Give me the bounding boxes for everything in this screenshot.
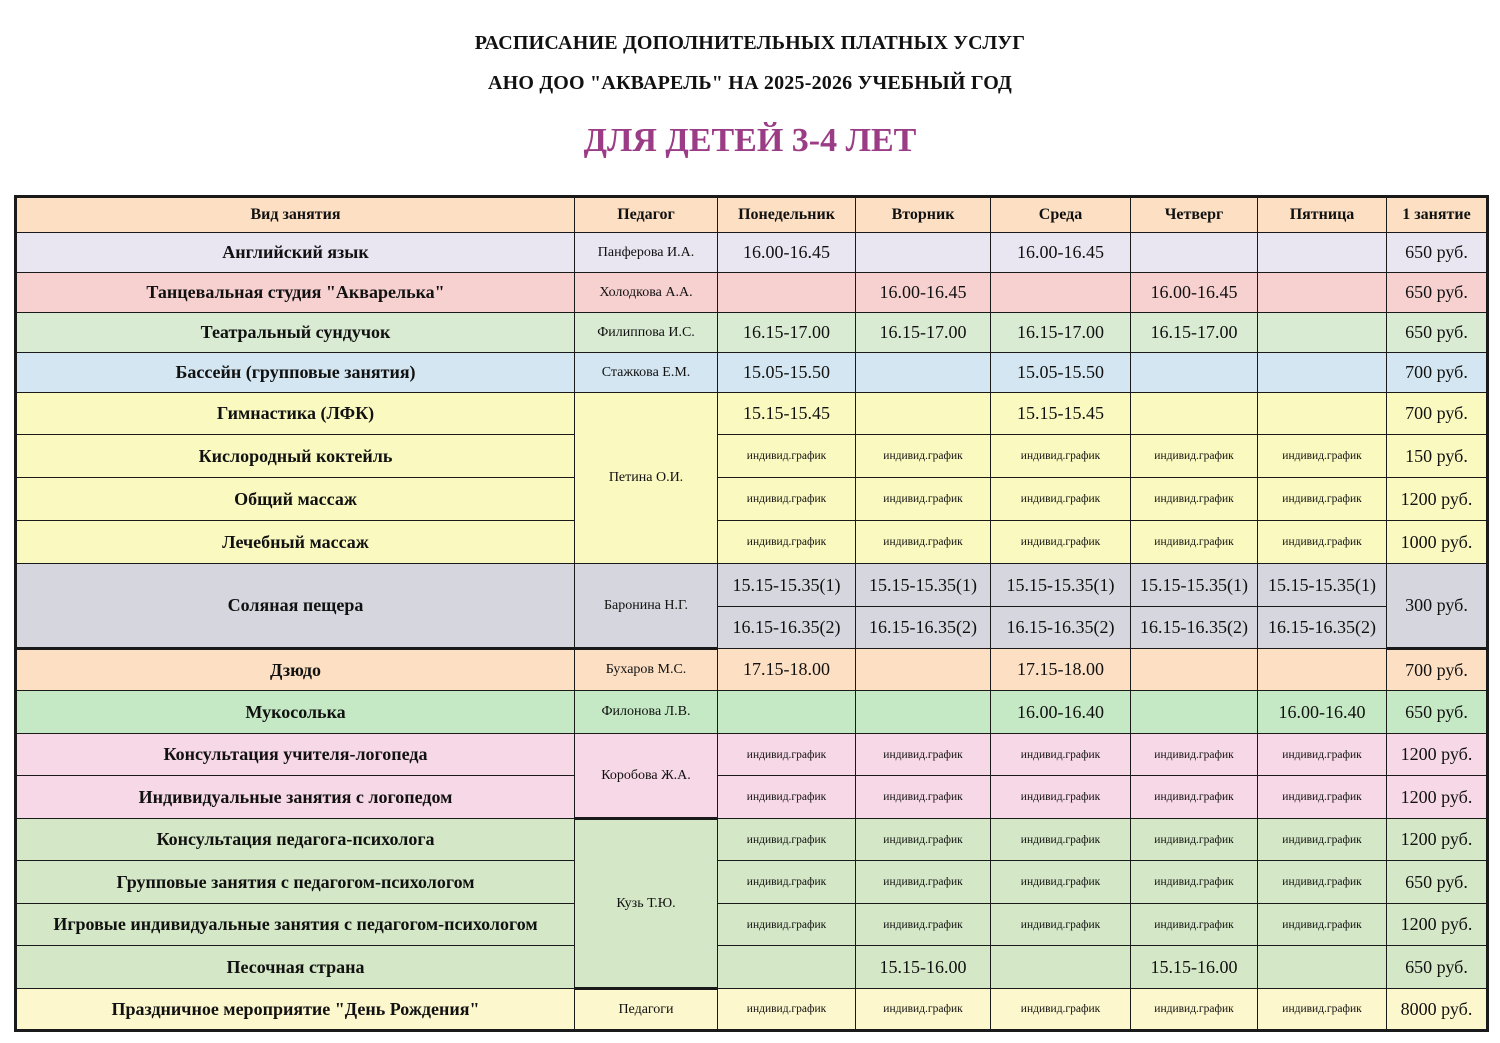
wednesday-cell: 16.00-16.45	[991, 233, 1131, 273]
price-cell: 300 руб.	[1387, 564, 1488, 649]
friday-cell: индивид.график	[1258, 478, 1387, 521]
activity-name: Дзюдо	[16, 649, 575, 691]
activity-name: Индивидуальные занятия с логопедом	[16, 776, 575, 819]
monday-cell: индивид.график	[718, 776, 856, 819]
wednesday-cell: 15.15-15.35(1)	[991, 564, 1131, 607]
thursday-cell	[1131, 353, 1258, 393]
document-title-line-1: РАСПИСАНИЕ ДОПОЛНИТЕЛЬНЫХ ПЛАТНЫХ УСЛУГ	[474, 32, 1026, 54]
thursday-cell	[1131, 393, 1258, 435]
activity-name: Английский язык	[16, 233, 575, 273]
thursday-cell: индивид.график	[1131, 521, 1258, 564]
price-cell: 650 руб.	[1387, 946, 1488, 989]
friday-cell: индивид.график	[1258, 861, 1387, 904]
wednesday-cell: индивид.график	[991, 776, 1131, 819]
table-row	[16, 521, 1488, 564]
thursday-cell	[1131, 649, 1258, 691]
table-header-row	[16, 197, 1488, 233]
friday-cell: 15.15-15.35(1)	[1258, 564, 1387, 607]
teacher-name: Панферова И.А.	[575, 233, 718, 273]
tuesday-cell: индивид.график	[856, 819, 991, 861]
teacher-name: Филонова Л.В.	[575, 691, 718, 734]
price-cell: 650 руб.	[1387, 861, 1488, 904]
column-header-thursday: Четверг	[1131, 197, 1258, 233]
monday-cell: 16.00-16.45	[718, 233, 856, 273]
price-cell: 150 руб.	[1387, 435, 1488, 478]
wednesday-cell: индивид.график	[991, 989, 1131, 1031]
column-header-wednesday: Среда	[991, 197, 1131, 233]
friday-cell	[1258, 273, 1387, 313]
column-header-monday: Понедельник	[718, 197, 856, 233]
monday-cell: индивид.график	[718, 478, 856, 521]
monday-cell: 16.15-17.00	[718, 313, 856, 353]
tuesday-cell: индивид.график	[856, 478, 991, 521]
price-cell: 700 руб.	[1387, 353, 1488, 393]
wednesday-cell: индивид.график	[991, 521, 1131, 564]
monday-cell: 17.15-18.00	[718, 649, 856, 691]
price-cell: 1200 руб.	[1387, 904, 1488, 946]
activity-name: Кислородный коктейль	[16, 435, 575, 478]
wednesday-cell: индивид.график	[991, 819, 1131, 861]
friday-cell: 16.00-16.40	[1258, 691, 1387, 734]
thursday-cell	[1131, 691, 1258, 734]
friday-cell: индивид.график	[1258, 904, 1387, 946]
friday-cell: индивид.график	[1258, 435, 1387, 478]
wednesday-cell: индивид.график	[991, 904, 1131, 946]
activity-name: Театральный сундучок	[16, 313, 575, 353]
table-row	[16, 478, 1488, 521]
thursday-cell: индивид.график	[1131, 478, 1258, 521]
activity-name: Групповые занятия с педагогом-психологом	[16, 861, 575, 904]
tuesday-cell: 15.15-15.35(1)	[856, 564, 991, 607]
thursday-cell: 16.00-16.45	[1131, 273, 1258, 313]
monday-cell	[718, 946, 856, 989]
activity-name: Игровые индивидуальные занятия с педагогом-психологом	[16, 904, 575, 946]
tuesday-cell	[856, 691, 991, 734]
price-cell: 700 руб.	[1387, 393, 1488, 435]
monday-cell: индивид.график	[718, 989, 856, 1031]
table-row	[16, 353, 1488, 393]
tuesday-cell: индивид.график	[856, 734, 991, 776]
thursday-cell	[1131, 233, 1258, 273]
monday-cell	[718, 691, 856, 734]
activity-name: Праздничное мероприятие "День Рождения"	[16, 989, 575, 1031]
friday-cell: индивид.график	[1258, 819, 1387, 861]
teacher-name: Стажкова Е.М.	[575, 353, 718, 393]
friday-cell: 16.15-16.35(2)	[1258, 607, 1387, 649]
wednesday-cell: 16.15-17.00	[991, 313, 1131, 353]
price-cell: 1200 руб.	[1387, 734, 1488, 776]
price-cell: 650 руб.	[1387, 273, 1488, 313]
friday-cell	[1258, 393, 1387, 435]
tuesday-cell: индивид.график	[856, 776, 991, 819]
thursday-cell: индивид.график	[1131, 734, 1258, 776]
tuesday-cell	[856, 353, 991, 393]
wednesday-cell: индивид.график	[991, 435, 1131, 478]
activity-name: Консультация учителя-логопеда	[16, 734, 575, 776]
tuesday-cell: индивид.график	[856, 435, 991, 478]
friday-cell: индивид.график	[1258, 776, 1387, 819]
price-cell: 700 руб.	[1387, 649, 1488, 691]
teacher-name: Кузь Т.Ю.	[575, 819, 718, 989]
thursday-cell: 15.15-15.35(1)	[1131, 564, 1258, 607]
table-row	[16, 435, 1488, 478]
teacher-name: Бухаров М.С.	[575, 649, 718, 691]
tuesday-cell	[856, 649, 991, 691]
friday-cell: индивид.график	[1258, 734, 1387, 776]
activity-name: Гимнастика (ЛФК)	[16, 393, 575, 435]
price-cell: 650 руб.	[1387, 233, 1488, 273]
monday-cell: индивид.график	[718, 819, 856, 861]
tuesday-cell: 16.00-16.45	[856, 273, 991, 313]
tuesday-cell: 16.15-16.35(2)	[856, 607, 991, 649]
teacher-name: Филиппова И.С.	[575, 313, 718, 353]
activity-name: Консультация педагога-психолога	[16, 819, 575, 861]
friday-cell: индивид.график	[1258, 989, 1387, 1031]
tuesday-cell	[856, 233, 991, 273]
table-row	[16, 989, 1488, 1031]
wednesday-cell: 15.05-15.50	[991, 353, 1131, 393]
wednesday-cell: 16.00-16.40	[991, 691, 1131, 734]
tuesday-cell: индивид.график	[856, 861, 991, 904]
friday-cell	[1258, 313, 1387, 353]
table-row	[16, 273, 1488, 313]
table-row	[16, 393, 1488, 435]
column-header-friday: Пятница	[1258, 197, 1387, 233]
wednesday-cell: 17.15-18.00	[991, 649, 1131, 691]
table-row	[16, 776, 1488, 819]
monday-cell: индивид.график	[718, 734, 856, 776]
friday-cell	[1258, 946, 1387, 989]
table-row	[16, 861, 1488, 904]
schedule-table	[14, 195, 1489, 1032]
monday-cell: 16.15-16.35(2)	[718, 607, 856, 649]
monday-cell: индивид.график	[718, 435, 856, 478]
column-header-price: 1 занятие	[1387, 197, 1488, 233]
column-header-tuesday: Вторник	[856, 197, 991, 233]
activity-name: Песочная страна	[16, 946, 575, 989]
tuesday-cell: 16.15-17.00	[856, 313, 991, 353]
activity-name: Общий массаж	[16, 478, 575, 521]
table-row	[16, 691, 1488, 734]
table-row	[16, 904, 1488, 946]
thursday-cell: индивид.график	[1131, 904, 1258, 946]
column-header-teacher: Педагог	[575, 197, 718, 233]
wednesday-cell	[991, 946, 1131, 989]
table-row	[16, 649, 1488, 691]
thursday-cell: индивид.график	[1131, 989, 1258, 1031]
wednesday-cell: 16.15-16.35(2)	[991, 607, 1131, 649]
monday-cell: 15.05-15.50	[718, 353, 856, 393]
document-title-line-2: АНО ДОО "АКВАРЕЛЬ" НА 2025-2026 УЧЕБНЫЙ ГОД	[487, 72, 1012, 94]
friday-cell	[1258, 649, 1387, 691]
table-row	[16, 564, 1488, 607]
price-cell: 650 руб.	[1387, 313, 1488, 353]
tuesday-cell: 15.15-16.00	[856, 946, 991, 989]
thursday-cell: 16.15-17.00	[1131, 313, 1258, 353]
tuesday-cell: индивид.график	[856, 989, 991, 1031]
monday-cell: 15.15-15.35(1)	[718, 564, 856, 607]
thursday-cell: 16.15-16.35(2)	[1131, 607, 1258, 649]
monday-cell	[718, 273, 856, 313]
monday-cell: индивид.график	[718, 904, 856, 946]
teacher-name: Педагоги	[575, 989, 718, 1031]
teacher-name: Баронина Н.Г.	[575, 564, 718, 649]
teacher-name: Коробова Ж.А.	[575, 734, 718, 819]
thursday-cell: индивид.график	[1131, 435, 1258, 478]
thursday-cell: индивид.график	[1131, 861, 1258, 904]
price-cell: 1200 руб.	[1387, 819, 1488, 861]
wednesday-cell: индивид.график	[991, 478, 1131, 521]
friday-cell: индивид.график	[1258, 521, 1387, 564]
column-header-activity: Вид занятия	[16, 197, 575, 233]
tuesday-cell: индивид.график	[856, 904, 991, 946]
monday-cell: 15.15-15.45	[718, 393, 856, 435]
table-row	[16, 233, 1488, 273]
thursday-cell: 15.15-16.00	[1131, 946, 1258, 989]
table-row	[16, 946, 1488, 989]
thursday-cell: индивид.график	[1131, 819, 1258, 861]
teacher-name: Холодкова А.А.	[575, 273, 718, 313]
price-cell: 1200 руб.	[1387, 478, 1488, 521]
tuesday-cell	[856, 393, 991, 435]
activity-name: Лечебный массаж	[16, 521, 575, 564]
wednesday-cell: индивид.график	[991, 734, 1131, 776]
table-row	[16, 313, 1488, 353]
age-group-heading: ДЛЯ ДЕТЕЙ 3-4 ЛЕТ	[583, 122, 917, 159]
friday-cell	[1258, 353, 1387, 393]
price-cell: 1200 руб.	[1387, 776, 1488, 819]
table-row	[16, 734, 1488, 776]
activity-name: Соляная пещера	[16, 564, 575, 649]
price-cell: 650 руб.	[1387, 691, 1488, 734]
tuesday-cell: индивид.график	[856, 521, 991, 564]
price-cell: 8000 руб.	[1387, 989, 1488, 1031]
table-row	[16, 819, 1488, 861]
teacher-name: Петина О.И.	[575, 393, 718, 564]
wednesday-cell	[991, 273, 1131, 313]
thursday-cell: индивид.график	[1131, 776, 1258, 819]
activity-name: Танцевальная студия "Акварелька"	[16, 273, 575, 313]
activity-name: Мукосолька	[16, 691, 575, 734]
friday-cell	[1258, 233, 1387, 273]
price-cell: 1000 руб.	[1387, 521, 1488, 564]
wednesday-cell: индивид.график	[991, 861, 1131, 904]
monday-cell: индивид.график	[718, 861, 856, 904]
activity-name: Бассейн (групповые занятия)	[16, 353, 575, 393]
monday-cell: индивид.график	[718, 521, 856, 564]
wednesday-cell: 15.15-15.45	[991, 393, 1131, 435]
